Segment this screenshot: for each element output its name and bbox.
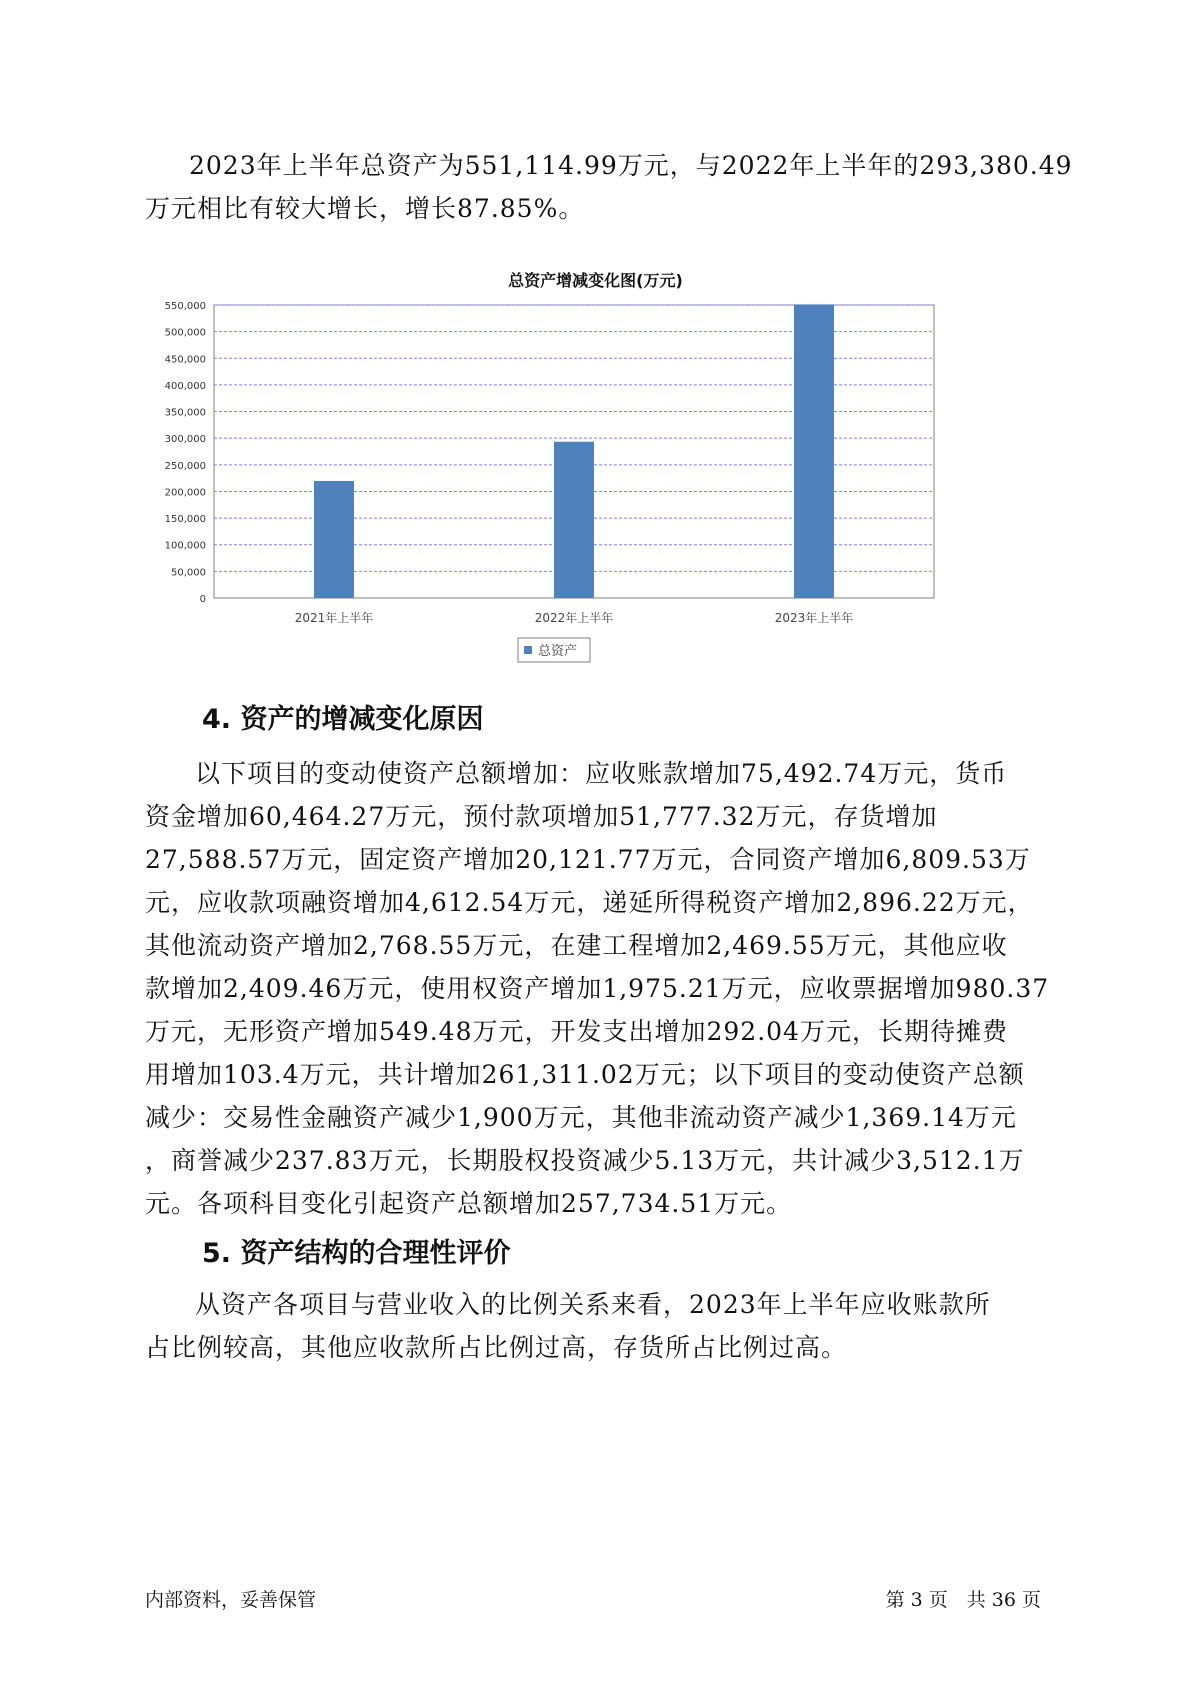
y-tick-label: 0 — [199, 594, 206, 605]
footer-page-number: 第 3 页 共 36 页 — [885, 1589, 1041, 1611]
legend-label: 总资产 — [538, 644, 578, 659]
bar — [554, 442, 594, 598]
intro-line: 万元相比有较大增长，增长87.85%。 — [145, 194, 585, 223]
bar — [794, 304, 834, 598]
x-tick-label: 2021年上半年 — [294, 611, 374, 625]
total-assets-bar-chart — [150, 300, 1030, 680]
section-4-line: 其他流动资产增加2,768.55万元，在建工程增加2,469.55万元，其他应收 — [145, 931, 1008, 960]
legend-swatch — [524, 646, 532, 654]
x-tick-label: 2023年上半年 — [774, 611, 854, 625]
section-4-line: 资金增加60,464.27万元，预付款项增加51,777.32万元，存货增加 — [145, 802, 938, 831]
footer-confidential-note: 内部资料，妥善保管 — [145, 1589, 317, 1611]
y-tick-label: 200,000 — [164, 487, 206, 499]
section-4-line: 减少：交易性金融资产减少1,900万元，其他非流动资产减少1,369.14万元 — [145, 1103, 1017, 1132]
section-4-paragraph — [145, 752, 1050, 1225]
y-tick-label: 300,000 — [164, 434, 206, 446]
bar — [314, 481, 354, 598]
section-5-paragraph — [145, 1283, 1050, 1369]
y-tick-label: 100,000 — [164, 540, 206, 552]
y-tick-label: 350,000 — [164, 407, 206, 419]
section-4-line: 万元，无形资产增加549.48万元，开发支出增加292.04万元，长期待摊费 — [145, 1017, 1008, 1046]
section-4-heading: 4. 资产的增减变化原因 — [202, 704, 484, 735]
section-5-heading: 5. 资产结构的合理性评价 — [202, 1238, 511, 1269]
y-tick-label: 50,000 — [171, 567, 206, 579]
intro-line: 2023年上半年总资产为551,114.99万元，与2022年上半年的293,380.49 — [189, 151, 1073, 180]
y-tick-label: 150,000 — [164, 514, 206, 526]
section-5-line: 占比例较高，其他应收款所占比例过高，存货所占比例过高。 — [145, 1333, 848, 1362]
y-tick-label: 500,000 — [164, 327, 206, 339]
x-tick-label: 2022年上半年 — [534, 611, 614, 625]
section-4-line: 款增加2,409.46万元，使用权资产增加1,975.21万元，应收票据增加980.37 — [145, 974, 1050, 1003]
y-tick-label: 250,000 — [164, 460, 206, 472]
section-4-line: 27,588.57万元，固定资产增加20,121.77万元，合同资产增加6,809.53万 — [145, 845, 1031, 874]
section-4-line: 元。各项科目变化引起资产总额增加257,734.51万元。 — [145, 1189, 793, 1218]
y-tick-label: 400,000 — [164, 380, 206, 392]
section-4-line: ，商誉减少237.83万元，长期股权投资减少5.13万元，共计减少3,512.1万 — [145, 1146, 1025, 1175]
y-tick-label: 450,000 — [164, 354, 206, 366]
intro-paragraph — [145, 144, 1073, 230]
y-tick-label: 550,000 — [164, 301, 206, 312]
section-4-line: 元，应收款项融资增加4,612.54万元，递延所得税资产增加2,896.22万元， — [145, 888, 1034, 917]
chart-title: 总资产增减变化图(万元) — [508, 271, 683, 290]
section-4-line: 以下项目的变动使资产总额增加：应收账款增加75,492.74万元，货币 — [195, 759, 1008, 788]
section-4-line: 用增加103.4万元，共计增加261,311.02万元；以下项目的变动使资产总额 — [145, 1060, 1025, 1089]
section-5-line: 从资产各项目与营业收入的比例关系来看，2023年上半年应收账款所 — [195, 1290, 991, 1319]
